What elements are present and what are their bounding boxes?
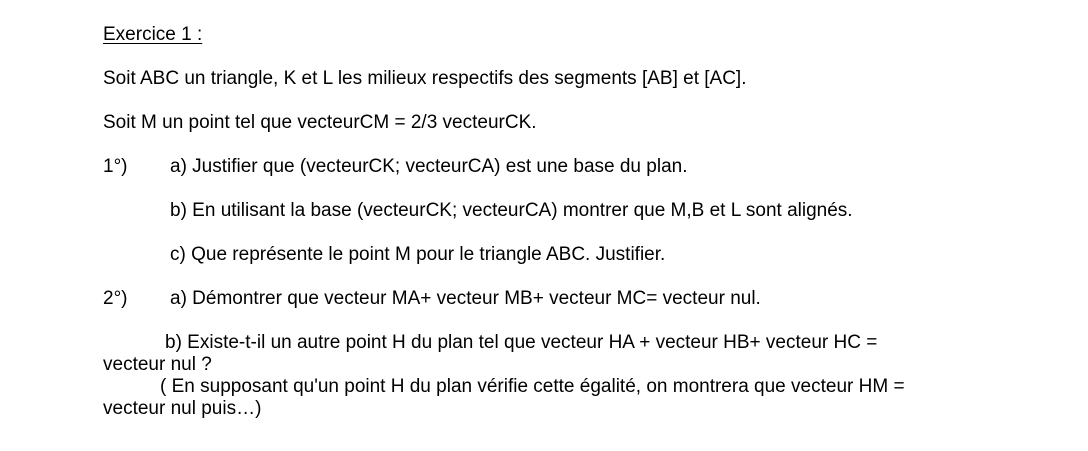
question-2b-line2: vecteur nul ? <box>103 354 212 375</box>
exercise-document <box>103 24 1033 442</box>
question-1a-text: a) Justifier que (vecteurCK; vecteurCA) est une base du plan. <box>170 156 688 177</box>
exercise-title: Exercice 1 : <box>103 24 203 45</box>
intro-line-2: Soit M un point tel que vecteurCM = 2/3 vecteurCK. <box>103 112 537 133</box>
question-2b-line1: b) Existe-t-il un autre point H du plan tel que vecteur HA + vecteur HB+ vecteur HC = <box>165 332 878 353</box>
question-2b-note-paragraph <box>103 376 1033 420</box>
question-1c-text: c) Que représente le point M pour le triangle ABC. Justifier. <box>170 244 666 265</box>
question-1a-row <box>103 156 1033 178</box>
question-2b-note-line2: vecteur nul puis…) <box>103 398 262 419</box>
question-1-number: 1°) <box>103 156 128 177</box>
question-2a-text: a) Démontrer que vecteur MA+ vecteur MB+ vecteur MC= vecteur nul. <box>170 288 761 309</box>
question-2-number: 2°) <box>103 288 128 309</box>
question-1b-text: b) En utilisant la base (vecteurCK; vecteurCA) montrer que M,B et L sont alignés. <box>170 200 853 221</box>
intro-line-1: Soit ABC un triangle, K et L les milieux respectifs des segments [AB] et [AC]. <box>103 68 747 89</box>
question-2b-paragraph <box>103 332 1033 376</box>
question-2a-row <box>103 288 1033 310</box>
question-2b-note-line1: ( En supposant qu'un point H du plan vérifie cette égalité, on montrera que vecteur HM = <box>160 376 905 397</box>
